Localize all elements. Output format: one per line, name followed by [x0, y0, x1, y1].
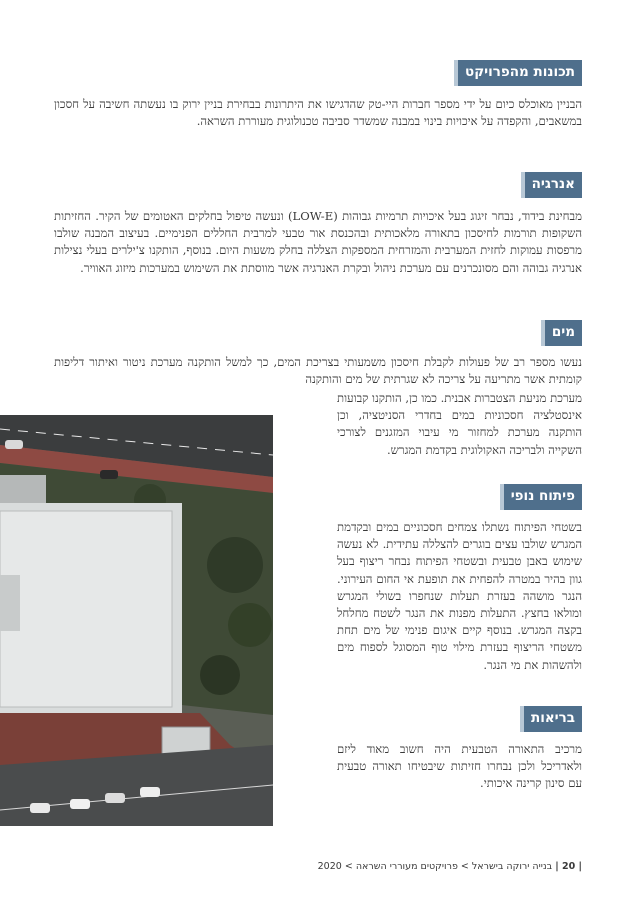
section-title-water: מים	[545, 320, 582, 346]
section-text-health: מרכיב התאורה הטבעית היה חשוב מאוד ליזם ולאדריכל ולכן נבחרו חזיתות שיבטיחו תאורה טבעית עם סינון קרינה איכותי.	[337, 742, 582, 791]
aerial-photo	[0, 415, 273, 826]
section-text-landscape: בשטחי הפיתוח נשתלו צמחים חסכוניים במים ובקדמת המגרש שולבו עצים בוגרים להצללה עתידית. לא נעשה שימוש באבן טבעית ובשטחי הפיתוח נבחר ריצוף בעל גוון בהיר במטרה להפחית את תופעת אי החום העירוני. הנגר מושהה בעזרת תעלות שנחפרו בשולי המגרש ומולאו בחצץ. התעלות מפנות את הנגר לשטח מחלחל בקצה המגרש. בנוסף קיים איגום פנימי של מים תחת משטחי הריצוף בעזרת מילוי טוף המסוגל לספוח מים ולהשהות את מי הנגר.	[337, 520, 582, 672]
page-number-value: 20	[561, 861, 576, 872]
section-title-landscape: פיתוח נופי	[504, 484, 582, 510]
page-footer	[318, 861, 582, 872]
section-text-water-top: נעשו מספר רב של פעולות לקבלת חיסכון משמעותי בצריכת המים, כך למשל הותקנה מערכת ניטור ואיתור דליפות קומתית אשר מתריעה על צריכה לא שגרתית של מים והותקנה	[54, 355, 582, 387]
section-title-health: בריאות	[524, 706, 582, 732]
footer-breadcrumb: בנייה ירוקה בישראל > פרויקטים מעוררי השראה > 2020	[317, 861, 553, 872]
section-text-energy: מבחינת בידוד, נבחר זיגוג בעל איכויות תרמיות גבוהות (LOW-E) ונעשה טיפול בחלקים האטומים של הקיר. החזיתות השקופות תורמות לחיסכון בתאורה מלאכותית ובהכנסת אור טבעי למרבית החללים הפנימיים. בעיצוב המבנה שולבו מרפסות עמוקות לחזית המערבית והמזרחית המספקות הצללה בחלק משעות היום. בנוסף, הותקנו צ'ילרים בעלי נצילות אנרגיה גבוהה והם מסונכרנים עם מערכת ניהול ובקרת האנרגיה אשר מווסתת את השימוש במערכות מיזוג האוויר.	[54, 209, 582, 275]
section-title-energy: אנרגיה	[525, 172, 582, 198]
aerial-photo-illustration	[0, 415, 273, 826]
section-text-water-side: מערכת מניעת הצטברות אבנית. כמו כן, הותקנו קבועות אינסטלציה חסכוניות במים בחדרי הסניטציה, וכן הותקנה מערכת למחזור מי עיבוי המזגנים לצורכי השקייה ולבריכה האקולוגית בקדמת המגרש.	[337, 391, 582, 457]
section-text-features: הבניין מאוכלס כיום על ידי מספר חברות היי-טק שהדגישו את היתרונות בבחירת בניין ירוק בו נעשתה חשיבה על חסכון במשאבים, והקפדה על איכויות בינוי במבנה שמשדר סביבה טכנולוגית מעוררת השראה.	[54, 97, 582, 129]
section-title-features: תכונות מהפרויקט	[458, 60, 582, 86]
page-number: | 20 |	[555, 861, 582, 872]
